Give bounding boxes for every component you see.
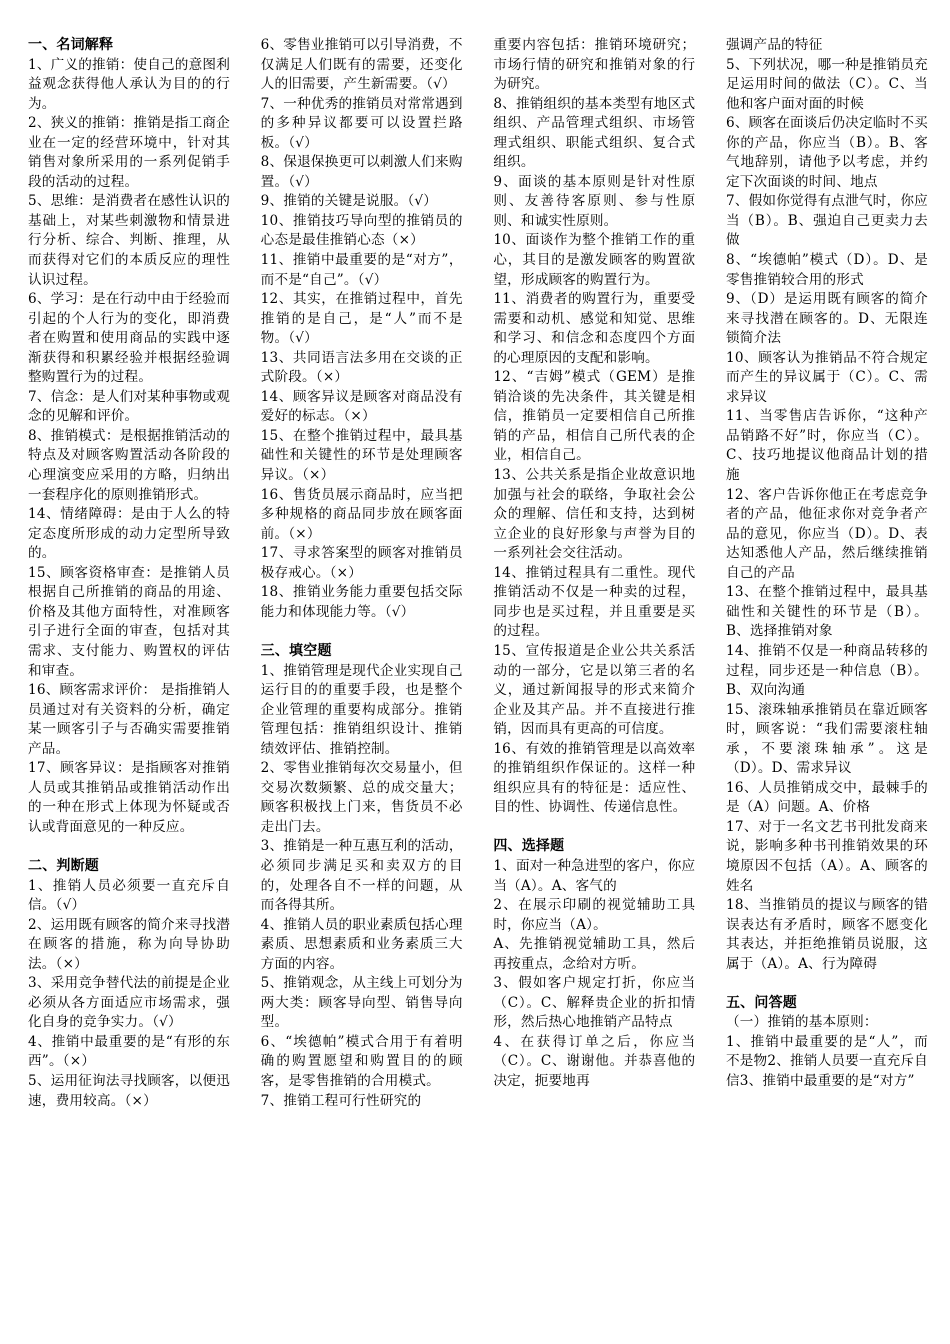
paragraph: 1、推销中最重要的是“人”，而不是物2、推销人员要一直充斥自信3、推销中最重要的是“对方” bbox=[725, 1033, 928, 1089]
paragraph: 3、推销是一种互惠互利的活动，必须同步满足买和卖双方的目的，处理各自不一样的问题，从而各得其所。 bbox=[260, 838, 463, 914]
paragraph: 7、假如你觉得有点泄气时，你应当（B）。B、强迫自己更卖力去做 bbox=[725, 193, 928, 249]
paragraph: 9、（D）是运用既有顾客的简介来寻找潜在顾客的。D、无限连锁简介法 bbox=[725, 291, 928, 347]
section-spacer bbox=[493, 818, 695, 838]
paragraph: 13、共同语言法多用在交谈的正式阶段。（×） bbox=[260, 349, 463, 386]
paragraph: 11、消费者的购置行为，重要受需要和动机、感觉和知觉、思维和学习、和信念和态度四个方面的心理原因的支配和影响。 bbox=[493, 291, 696, 366]
paragraph: 18、当推销员的提议与顾客的错误表达有矛盾时，顾客不愿变化其表达，并拒绝推销员说服，这属于（A）。A、行为障碍 bbox=[725, 897, 928, 972]
paragraph: 9、推销的关键是说服。（√） bbox=[260, 193, 438, 210]
paragraph: 7、推销工程可行性研究的 bbox=[260, 1092, 422, 1109]
paragraph: 4、推销中最重要的是“有形的东西”。（×） bbox=[28, 1033, 230, 1070]
paragraph: 12、其实，在推销过程中，首先推销的是自己，是“人”而不是物。（√） bbox=[260, 291, 463, 347]
document-page bbox=[28, 36, 928, 1336]
paragraph: 12、客户告诉你他正在考虑竞争者的产品，他征求你对竞争者产品的意见，你应当（D）。D、表达知悉他人产品，然后继续推销自己的产品 bbox=[725, 486, 928, 581]
paragraph: 5、推销观念，从主线上可划分为两大类：顾客导向型、销售导向型。 bbox=[260, 975, 463, 1031]
paragraph: 10、面谈作为整个推销工作的重心，其目的是激发顾客的购置欲望，形成顾客的购置行为。 bbox=[493, 232, 696, 288]
paragraph: 15、滚珠轴承推销员在靠近顾客时，顾客说：“我们需要滚柱轴承，不要滚珠轴承”。这是（D）。D、需求异议 bbox=[725, 701, 928, 777]
paragraph: 3、假如客户规定打折，你应当（C）。C、解释贵企业的折扣情形，然后热心地推销产品特点 bbox=[493, 975, 696, 1031]
paragraph: 13、公共关系是指企业故意识地加强与社会的联络，争取社会公众的理解、信任和支持，达到树立企业的良好形象与声誉为目的一系列社会交往活动。 bbox=[493, 467, 696, 562]
paragraph: 16、人员推销成交中，最棘手的是（A）问题。A、价格 bbox=[725, 779, 928, 816]
paragraph: （一）推销的基本原则： bbox=[725, 1014, 878, 1031]
paragraph: 13、在整个推销过程中，最具基础性和关键性的环节是（B）。B、选择推销对象 bbox=[725, 584, 928, 640]
paragraph: 17、顾客异议：是指顾客对推销人员或其推销品或推销活动作出的一种在形式上体现为怀疑或否认或背面意见的一种反应。 bbox=[28, 760, 230, 835]
paragraph: 5、运用征询法寻找顾客，以便迅速，费用较高。（×） bbox=[28, 1072, 230, 1109]
paragraph: 16、顾客需求评价： 是指推销人员通过对有关资料的分析，确定某一顾客引子与否确实需要推销产品。 bbox=[28, 682, 230, 757]
paragraph: 17、对于一名文艺书刊批发商来说，影响多种书刊推销效果的环境原因不包括（A）。A、顾客的姓名 bbox=[725, 818, 928, 894]
paragraph: 6、学习：是在行动中由于经验而引起的个人行为的变化，即消费者在购置和使用商品的实践中逐渐获得和积累经验并根据经验调整购置行为的过程。 bbox=[28, 291, 230, 386]
text-column-2 bbox=[261, 36, 463, 1336]
section-heading: 四、选择题 bbox=[493, 838, 565, 855]
paragraph: 8、推销模式：是根据推销活动的特点及对顾客购置活动各阶段的心理演变应采用的方略，归纳出一套程序化的原则推销形式。 bbox=[28, 427, 230, 503]
paragraph: 4、推销人员的职业素质包括心理素质、思想素质和业务素质三大方面的内容。 bbox=[260, 916, 463, 972]
paragraph: 14、推销过程具有二重性。现代推销活动不仅是一种卖的过程，同步也是买过程，并且重要是买的过程。 bbox=[493, 564, 696, 640]
paragraph: 5、下列状况，哪一种是推销员充足运用时间的做法（C）。C、当他和客户面对面的时候 bbox=[725, 56, 928, 112]
paragraph: A、先推销视觉辅助工具，然后再按重点，念给对方听。 bbox=[493, 936, 696, 972]
paragraph: 14、推销不仅是一种商品转移的过程，同步还是一种信息（B）。B、双向沟通 bbox=[725, 642, 928, 699]
paragraph: 6、顾客在面谈后仍决定临时不买你的产品，你应当（B）。B、客气地辞别，请他予以考虑，并约定下次面谈的时间、地点 bbox=[725, 115, 928, 190]
paragraph: 1、推销人员必须要一直充斥自信。（√） bbox=[28, 877, 230, 914]
paragraph: 10、推销技巧导向型的推销员的心态是最佳推销心态（×） bbox=[260, 212, 463, 249]
paragraph: 17、寻求答案型的顾客对推销员极存戒心。（×） bbox=[260, 545, 463, 581]
paragraph: 8、推销组织的基本类型有地区式组织、产品管理式组织、市场管理式组织、职能式组织、复合式组织。 bbox=[493, 95, 696, 171]
paragraph: 14、顾客异议是顾客对商品没有爱好的标志。（×） bbox=[260, 388, 463, 425]
paragraph: 1、广义的推销：使自己的意图利益观念获得他人承认为目的的行为。 bbox=[28, 56, 230, 112]
text-column-3 bbox=[493, 36, 695, 1336]
paragraph: 2、零售业推销每次交易量小，但交易次数频繁、总的成交量大；顾客积极找上门来，售货员不必走出门去。 bbox=[260, 760, 463, 835]
paragraph: 18、推销业务能力重要包括交际能力和体现能力等。（√） bbox=[260, 584, 463, 620]
paragraph: 16、售货员展示商品时，应当把多种规格的商品同步放在顾客面前。（×） bbox=[260, 486, 463, 542]
paragraph: 7、一种优秀的推销员对常常遇到的多种异议都要可以设置拦路板。（√） bbox=[260, 95, 463, 151]
paragraph: 15、顾客资格审查：是推销人员根据自己所推销的商品的用途、价格及其他方面特性，对准顾客引子进行全面的审查，包括对其需求、支付能力、购置权的评估和审查。 bbox=[28, 564, 230, 679]
paragraph: 15、宣传报道是企业公共关系活动的一部分，它是以第三者的名义，通过新闻报导的形式来简介企业及其产品。并不直接进行推销，因而具有更高的可信度。 bbox=[493, 642, 696, 738]
text-column-1 bbox=[28, 36, 230, 1336]
paragraph: 3、采用竞争替代法的前提是企业必须从各方面适应市场需求，强化自身的竞争实力。（√） bbox=[28, 975, 230, 1031]
paragraph: 强调产品的特征 bbox=[725, 37, 823, 53]
paragraph: 10、顾客认为推销品不符合规定而产生的异议属于（C）。C、需求异议 bbox=[725, 349, 928, 405]
paragraph: 11、当零售店告诉你，“这种产品销路不好”时，你应当（C）。C、技巧地提议他商品计划的措施 bbox=[725, 408, 928, 484]
section-heading: 一、名词解释 bbox=[28, 37, 114, 53]
paragraph: 4、在获得订单之后，你应当（C）。C、谢谢他。并恭喜他的决定，扼要地再 bbox=[493, 1033, 696, 1089]
section-heading: 二、判断题 bbox=[28, 857, 99, 874]
paragraph: 12、“吉姆”模式（GEM）是推销洽谈的先决条件，其关键是相信，推销员一定要相信自己所推销的产品，相信自己所代表的企业，相信自己。 bbox=[493, 369, 696, 464]
text-column-4 bbox=[726, 36, 928, 1336]
paragraph: 5、思维：是消费者在感性认识的基础上，对某些刺激物和情景进行分析、综合、判断、推理，从而获得对它们的本质反应的理性认识过程。 bbox=[28, 193, 230, 288]
section-spacer bbox=[261, 622, 463, 642]
paragraph: 7、信念：是人们对某种事物或观念的见解和评价。 bbox=[28, 388, 230, 425]
paragraph: 2、在展示印刷的视觉辅助工具时，你应当（A）。 bbox=[493, 897, 696, 933]
paragraph: 14、情绪障碍：是由于人么的特定态度所形成的动力定型所导致的。 bbox=[28, 506, 230, 562]
paragraph: 15、在整个推销过程中，最具基础性和关键性的环节是处理顾客异议。（×） bbox=[260, 427, 463, 484]
paragraph: 6、“埃德帕”模式合用于有着明确的购置愿望和购置目的的顾客，是零售推销的合用模式。 bbox=[260, 1033, 463, 1089]
section-heading: 三、填空题 bbox=[260, 642, 332, 659]
paragraph: 1、面对一种急进型的客户，你应当（A）。A、客气的 bbox=[493, 857, 696, 894]
section-spacer bbox=[726, 974, 928, 994]
section-spacer bbox=[28, 837, 230, 857]
paragraph: 8、“埃德帕”模式（D）。D、是零售推销较合用的形式 bbox=[725, 252, 928, 288]
paragraph: 2、狭义的推销：推销是指工商企业在一定的经营环境中，针对其销售对象所采用的一系列促销手段的活动的过程。 bbox=[28, 115, 230, 190]
section-heading: 五、问答题 bbox=[725, 994, 797, 1011]
paragraph: 2、运用既有顾客的简介来寻找潜在顾客的措施，称为向导协助法。（×） bbox=[28, 916, 230, 972]
paragraph: 8、保退保换更可以刺激人们来购置。（√） bbox=[260, 154, 463, 190]
paragraph: 6、零售业推销可以引导消费，不仅满足人们既有的需要，还变化人的旧需要，产生新需要。（√） bbox=[260, 37, 463, 93]
paragraph: 1、推销管理是现代企业实现自己运行目的的重要手段，也是整个企业管理的重要构成部分。推销管理包括：推销组织设计、推销绩效评估、推销控制。 bbox=[260, 662, 463, 757]
paragraph: 16、有效的推销管理是以高效率的推销组织作保证的。这样一种组织应具有的特征是：适应性、目的性、协调性、传递信息性。 bbox=[493, 740, 696, 816]
paragraph: 11、推销中最重要的是“对方”，而不是“自己”。（√） bbox=[260, 252, 463, 288]
paragraph: 重要内容包括：推销环境研究；市场行情的研究和推销对象的行为研究。 bbox=[493, 37, 696, 93]
paragraph: 9、面谈的基本原则是针对性原则、友善待客原则、参与性原则、和诚实性原则。 bbox=[493, 173, 696, 229]
